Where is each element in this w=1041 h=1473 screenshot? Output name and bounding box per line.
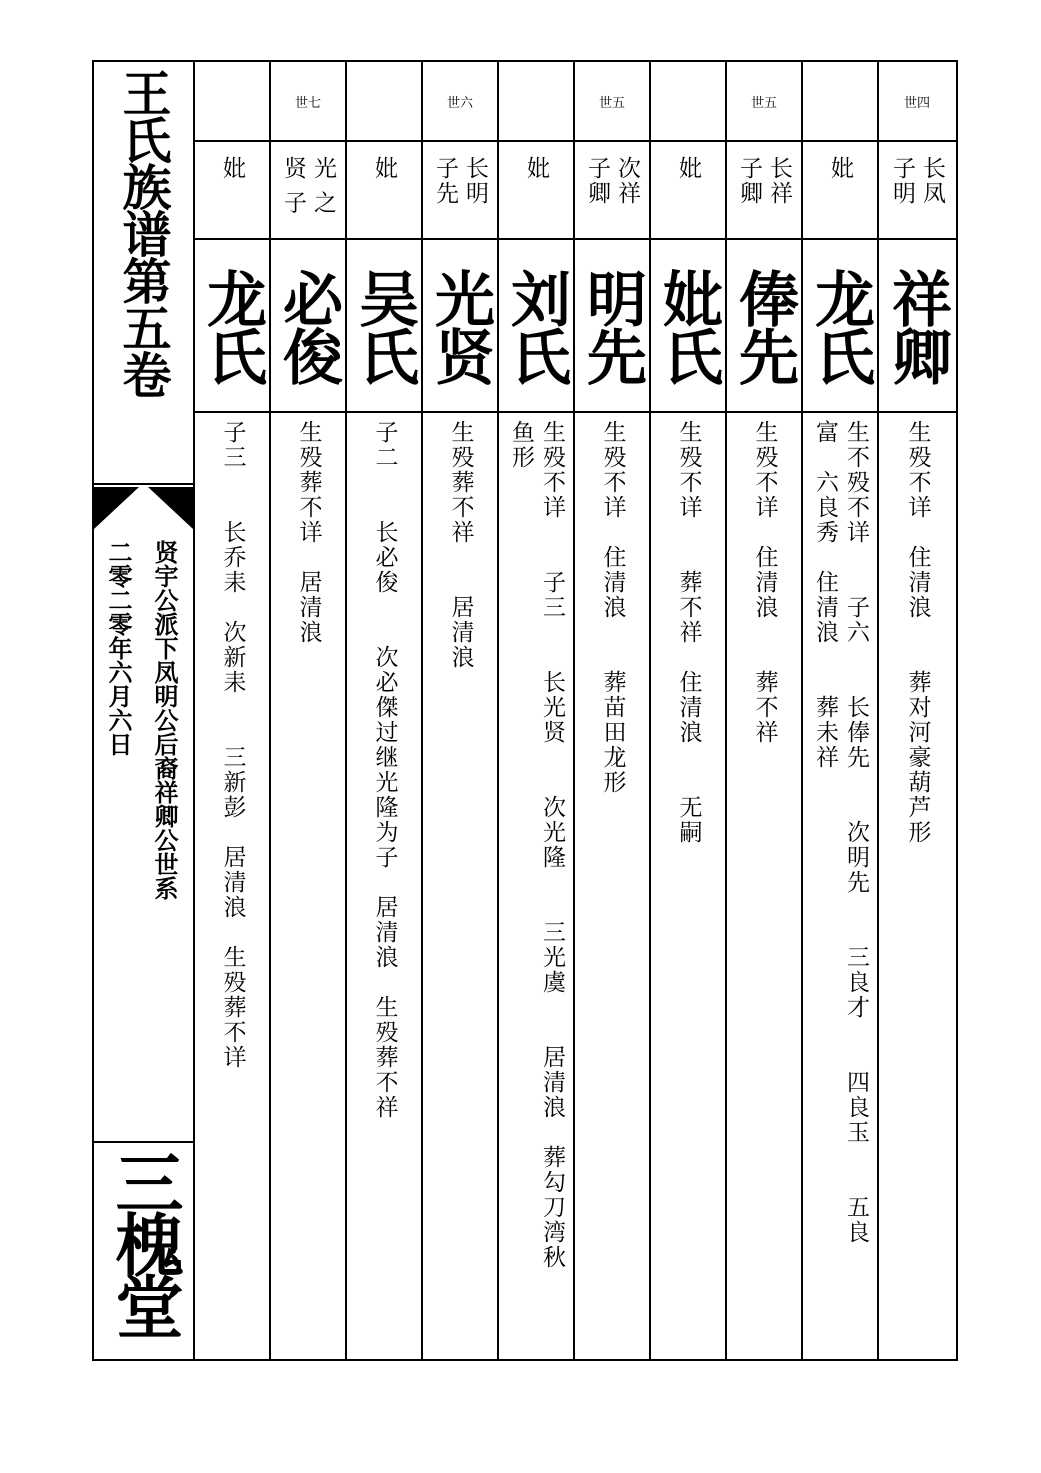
spine-divider bbox=[94, 1141, 193, 1143]
generation-label bbox=[803, 62, 877, 140]
book-title: 王氏族谱第五卷 bbox=[115, 68, 173, 397]
person-record: 生殁不详 住清浪 葬苗田龙形 bbox=[599, 420, 626, 795]
person-column bbox=[347, 62, 423, 1359]
generation-label bbox=[651, 62, 725, 140]
generation-label bbox=[499, 62, 573, 140]
relation-label: 长明 子先 bbox=[432, 156, 488, 206]
person-column bbox=[499, 62, 575, 1359]
genealogy-sheet bbox=[92, 60, 958, 1361]
book-subtitle: 贤宇公派下凤明公后裔祥卿公世系 bbox=[150, 540, 179, 900]
person-column bbox=[727, 62, 803, 1359]
person-record: 生不殁不详 子六 长俸先 次明先 三良才 四良玉 五良 富 六良秀 住清浪 葬未祥 bbox=[812, 420, 869, 1245]
book-date: 二零二零年六月六日 bbox=[104, 540, 133, 756]
person-name: 刘氏 bbox=[501, 267, 571, 384]
person-column bbox=[423, 62, 499, 1359]
person-record: 子三 长乔耒 次新耒 三新彭 居清浪 生殁葬不详 bbox=[219, 420, 246, 1070]
person-record: 生殁葬不祥 居清浪 bbox=[447, 420, 474, 670]
relation-label: 光 之贤 子 bbox=[280, 156, 336, 216]
relation-label: 妣 bbox=[371, 156, 397, 181]
relation-label: 妣 bbox=[675, 156, 701, 181]
person-name: 龙氏 bbox=[805, 267, 875, 384]
person-name: 吴氏 bbox=[349, 267, 419, 384]
person-name: 必俊 bbox=[273, 267, 343, 384]
fishtail-mark-icon bbox=[94, 487, 193, 537]
person-record: 生殁不详 子三 长光贤 次光隆 三光虞 居清浪 葬勾刀湾秋 鱼形 bbox=[508, 420, 565, 1270]
person-name: 俸先 bbox=[729, 267, 799, 384]
relation-label: 妣 bbox=[827, 156, 853, 181]
person-record: 子二 长必俊 次必傑过继光隆为子 居清浪 生殁葬不祥 bbox=[371, 420, 398, 1120]
relation-label: 妣 bbox=[523, 156, 549, 181]
person-name: 光贤 bbox=[425, 267, 495, 384]
spine-divider bbox=[94, 483, 193, 485]
relation-label: 长祥 子卿 bbox=[736, 156, 792, 206]
person-name: 明先 bbox=[577, 267, 647, 384]
person-column bbox=[651, 62, 727, 1359]
generation-label: 世五 bbox=[598, 95, 625, 111]
relation-label: 妣 bbox=[219, 156, 245, 181]
generation-label: 世七 bbox=[294, 95, 321, 111]
relation-label: 长凤 子明 bbox=[889, 156, 945, 206]
generation-label bbox=[347, 62, 421, 140]
person-name: 龙氏 bbox=[197, 267, 267, 384]
person-name: 妣氏 bbox=[653, 267, 723, 384]
relation-label: 次祥 子卿 bbox=[584, 156, 640, 206]
person-column bbox=[195, 62, 271, 1359]
outer-edge-line bbox=[956, 62, 958, 1361]
person-column bbox=[879, 62, 955, 1359]
person-record: 生殁不详 住清浪 葬对河豪葫芦形 bbox=[904, 420, 931, 845]
person-record: 生殁不详 葬不祥 住清浪 无嗣 bbox=[675, 420, 702, 845]
hall-name: 三槐堂 bbox=[104, 1148, 184, 1334]
person-column bbox=[575, 62, 651, 1359]
generation-label: 世五 bbox=[750, 95, 777, 111]
generation-label: 世四 bbox=[903, 95, 930, 111]
generation-label bbox=[195, 62, 269, 140]
person-record: 生殁不详 住清浪 葬不祥 bbox=[751, 420, 778, 745]
generation-label: 世六 bbox=[446, 95, 473, 111]
person-column bbox=[271, 62, 347, 1359]
person-record: 生殁葬不详 居清浪 bbox=[295, 420, 322, 645]
person-column bbox=[803, 62, 879, 1359]
spine-panel bbox=[94, 62, 195, 1359]
person-name: 祥卿 bbox=[882, 267, 952, 384]
